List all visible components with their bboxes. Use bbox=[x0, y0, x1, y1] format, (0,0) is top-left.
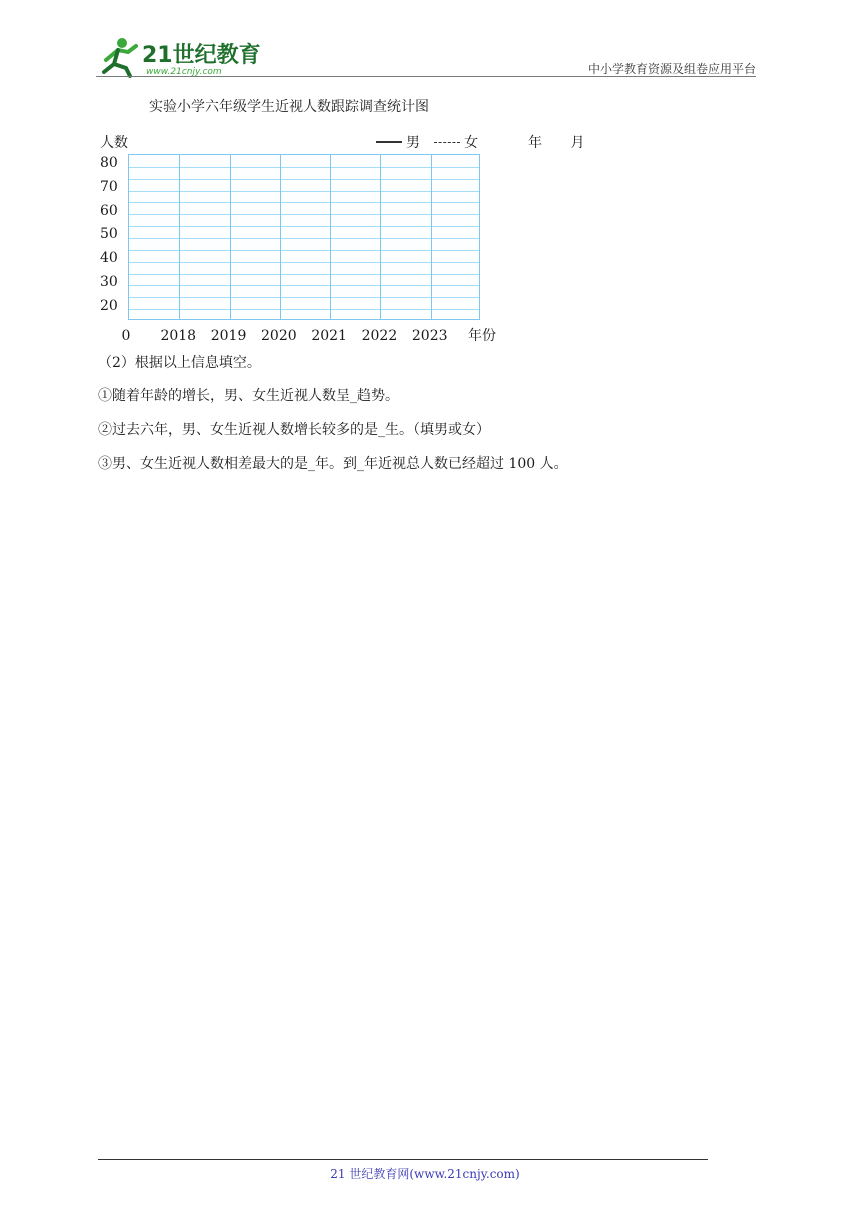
grid-v-line bbox=[330, 155, 331, 319]
grid-h-line bbox=[129, 238, 479, 239]
date-year-label: 年 bbox=[528, 135, 542, 151]
grid-v-line bbox=[179, 155, 180, 319]
x-tick-label: 2022 bbox=[361, 328, 398, 344]
grid-v-line bbox=[431, 155, 432, 319]
legend-male: 男 bbox=[406, 135, 420, 151]
grid-h-line bbox=[129, 285, 479, 286]
grid-h-line bbox=[129, 309, 479, 310]
grid-h-line bbox=[129, 202, 479, 203]
x-tick-label: 2019 bbox=[210, 328, 247, 344]
grid-h-line bbox=[129, 191, 479, 192]
grid-h-line bbox=[129, 226, 479, 227]
grid-v-line bbox=[230, 155, 231, 319]
question-1: ①随着年龄的增长，男、女生近视人数呈_趋势。 bbox=[98, 388, 399, 404]
grid-v-line bbox=[280, 155, 281, 319]
grid-h-line bbox=[129, 250, 479, 251]
x-origin-label: 0 bbox=[121, 328, 131, 344]
dashed-line-legend-icon bbox=[434, 142, 460, 143]
chart-title: 实验小学六年级学生近视人数跟踪调查统计图 bbox=[149, 99, 429, 115]
y-tick-label: 30 bbox=[100, 274, 118, 290]
x-tick-label: 2021 bbox=[311, 328, 347, 344]
line-chart-template bbox=[96, 92, 616, 352]
solid-line-legend-icon bbox=[376, 141, 402, 143]
question-3: ③男、女生近视人数相差最大的是_年。到_年近视总人数已经超过 100 人。 bbox=[98, 456, 568, 472]
grid-h-line bbox=[129, 214, 479, 215]
footer-link[interactable]: 21 世纪教育网(www.21cnjy.com) bbox=[330, 1167, 520, 1181]
logo-text: 21世纪教育 bbox=[142, 43, 261, 68]
page-header bbox=[96, 30, 756, 78]
y-tick-label: 20 bbox=[100, 297, 118, 314]
x-tick-label: 2020 bbox=[261, 328, 297, 344]
header-divider bbox=[96, 76, 756, 77]
date-month-label: 月 bbox=[570, 135, 585, 151]
x-axis-label: 年份 bbox=[468, 328, 496, 344]
site-logo[interactable] bbox=[96, 34, 266, 78]
grid-h-line bbox=[129, 274, 479, 275]
runner-logo-icon bbox=[96, 34, 266, 78]
chart-grid bbox=[128, 154, 480, 320]
y-tick-label: 60 bbox=[100, 202, 118, 219]
y-tick-label: 70 bbox=[100, 178, 118, 195]
x-tick-label: 2018 bbox=[160, 328, 197, 344]
site-tagline: 中小学教育资源及组卷应用平台 bbox=[587, 62, 756, 76]
grid-h-line bbox=[129, 167, 479, 168]
grid-h-line bbox=[129, 179, 479, 180]
y-tick-label: 40 bbox=[100, 250, 118, 267]
y-tick-label: 50 bbox=[100, 226, 118, 243]
footer-divider bbox=[98, 1159, 708, 1160]
logo-url: www.21cnjy.com bbox=[146, 67, 222, 77]
grid-h-line bbox=[129, 262, 479, 263]
y-axis-label: 人数 bbox=[100, 135, 128, 151]
question-2: ②过去六年，男、女生近视人数增长较多的是_生。（填男或女） bbox=[98, 422, 490, 438]
legend-female: 女 bbox=[464, 135, 478, 151]
date-fill-blank bbox=[528, 132, 608, 152]
question-intro: （2）根据以上信息填空。 bbox=[98, 355, 261, 371]
grid-h-line bbox=[129, 297, 479, 298]
x-tick-label: 2023 bbox=[411, 328, 448, 344]
chart-legend bbox=[376, 132, 478, 152]
grid-v-line bbox=[380, 155, 381, 319]
y-tick-label: 80 bbox=[100, 155, 118, 171]
